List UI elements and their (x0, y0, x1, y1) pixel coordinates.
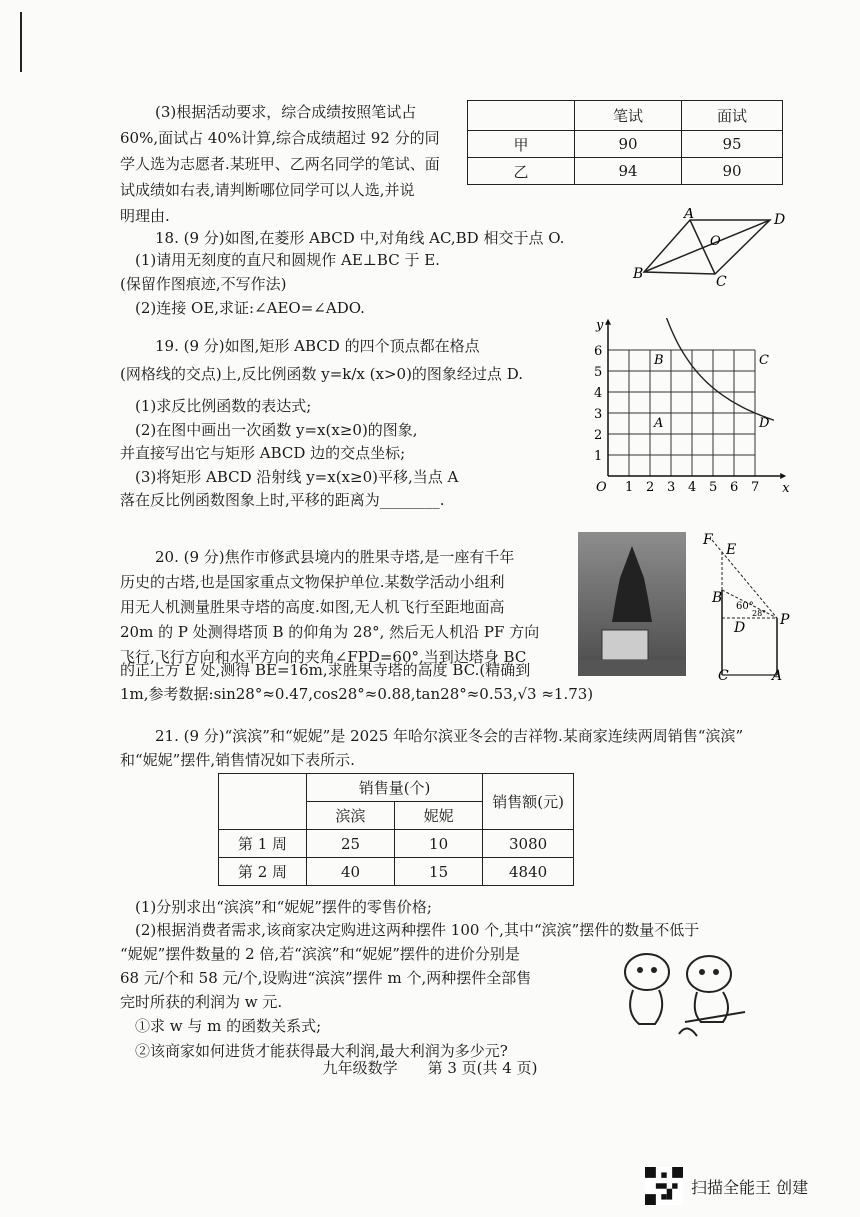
q18-line-1: 18. (9 分)如图,在菱形 ABCD 中,对角线 AC,BD 相交于点 O. (155, 229, 565, 247)
label-C: C (718, 668, 729, 682)
q21-after-1: (1)分别求出“滨滨”和“妮妮”摆件的零售价格; (135, 898, 432, 916)
point-label-C: C (759, 353, 769, 368)
q19-line-2: (网格线的交点)上,反比例函数 y=k/x (x>0)的图象经过点 D. (120, 365, 523, 383)
y-tick-label: 1 (594, 449, 603, 464)
pagoda-photo (578, 532, 686, 676)
table-cell: 90 (682, 158, 783, 185)
table-row (219, 858, 574, 886)
label-28: 28° (752, 609, 767, 618)
table-cell: 15 (395, 858, 483, 886)
x-tick-label: 1 (625, 480, 634, 494)
table-row (219, 830, 574, 858)
mascot-illustration (605, 942, 753, 1042)
label-B: B (633, 266, 644, 282)
q21-after-7: ②该商家如何进货才能获得最大利润,最大利润为多少元? (135, 1042, 508, 1060)
y-arrow (605, 319, 611, 325)
x-tick-label: 5 (709, 480, 718, 494)
q17-line-4: 试成绩如右表,请判断哪位同学可以人选,并说 (120, 181, 415, 199)
q21-after-5: 完时所获的利润为 w 元. (120, 993, 283, 1011)
y-tick-label: 4 (594, 386, 603, 401)
q19-line-6: (3)将矩形 ABCD 沿射线 y=x(x≥0)平移,当点 A (135, 468, 459, 486)
label-D: D (734, 620, 746, 636)
label-P: P (780, 612, 790, 628)
y-tick-label: 2 (594, 428, 603, 443)
page-footer: 九年级数学 第 3 页(共 4 页) (322, 1059, 538, 1077)
y-tick-label: 5 (594, 365, 603, 380)
q21-after-3: “妮妮”摆件数量的 2 倍,若“滨滨”和“妮妮”摆件的进价分别是 (120, 945, 520, 963)
table-cell: 第 1 周 (219, 830, 307, 858)
q21-after-4: 68 元/个和 58 元/个,设购进“滨滨”摆件 m 个,两种摆件全部售 (120, 969, 532, 987)
inverse-function-graph (588, 318, 798, 494)
q17-score-table (467, 100, 783, 185)
q21-sales-table (218, 773, 574, 886)
x-tick-label: 2 (646, 480, 655, 494)
drone-figure (700, 530, 800, 682)
q19-line-5: 并直接写出它与矩形 ABCD 边的交点坐标; (120, 444, 406, 462)
table-cell: 95 (682, 131, 783, 158)
table-header: 妮妮 (395, 802, 483, 830)
q17-line-5: 明理由. (120, 207, 170, 225)
label-O: O (710, 234, 721, 249)
label-60: 60° (736, 601, 754, 612)
q21-line-1: 21. (9 分)“滨滨”和“妮妮”是 2025 年哈尔滨亚冬会的吉祥物.某商家连续两周销售“滨滨” (155, 727, 744, 745)
rhombus-figure (630, 208, 790, 288)
table-row (468, 131, 783, 158)
label-E: E (726, 542, 737, 558)
table-cell: 94 (575, 158, 682, 185)
y-tick-label: 3 (594, 407, 603, 422)
q21-after-2: (2)根据消费者需求,该商家决定购进这两种摆件 100 个,其中“滨滨”摆件的数量不低于 (135, 921, 700, 939)
x-tick-label: 3 (667, 480, 676, 494)
y-tick-label: 6 (594, 344, 603, 359)
label-F: F (703, 532, 713, 548)
q20-line-2: 历史的古塔,也是国家重点文物保护单位.某数学活动小组利 (120, 573, 505, 591)
point-label-B: B (654, 353, 664, 368)
q18-line-3: (保留作图痕迹,不写作法) (120, 275, 287, 293)
q18-line-4: (2)连接 OE,求证:∠AEO=∠ADO. (135, 299, 365, 317)
x-tick-label: 7 (751, 480, 760, 494)
table-cell: 乙 (468, 158, 575, 185)
q20-line-1: 20. (9 分)焦作市修武县境内的胜果寺塔,是一座有千年 (155, 548, 515, 566)
x-arrow (780, 473, 786, 479)
q20-line-5: 飞行,飞行方向和水平方向的夹角∠FPD=60°,当到达塔身 BC (120, 648, 527, 666)
q20-line-7: 1m,参考数据:sin28°≈0.47,cos28°≈0.88,tan28°≈0.53,√3 ≈1.73) (120, 685, 594, 703)
q21-after-6: ①求 w 与 m 的函数关系式; (135, 1017, 322, 1035)
x-tick-label: 4 (688, 480, 697, 494)
table-header: 销售额(元) (483, 774, 574, 830)
x-axis-label: x (782, 481, 790, 494)
table-cell: 25 (306, 830, 394, 858)
table-cell (468, 101, 575, 131)
q17-line-1: (3)根据活动要求，综合成绩按照笔试占 (155, 103, 417, 121)
scanner-brand (645, 1167, 808, 1205)
q17-line-3: 学人选为志愿者.某班甲、乙两名同学的笔试、面 (120, 155, 440, 173)
brand-text: 扫描全能王 创建 (691, 1177, 809, 1197)
table-header: 销售量(个) (306, 774, 482, 802)
label-D: D (774, 212, 786, 228)
q18-line-2: (1)请用无刻度的直尺和圆规作 AE⊥BC 于 E. (135, 251, 440, 269)
table-cell: 第 2 周 (219, 858, 307, 886)
qr-code-icon (645, 1167, 683, 1205)
x-tick-label: 6 (730, 480, 739, 494)
q17-line-2: 60%,面试占 40%计算,综合成绩超过 92 分的同 (120, 129, 440, 147)
point-label-A: A (654, 416, 664, 431)
q20-line-4: 20m 的 P 处测得塔顶 B 的仰角为 28°, 然后无人机沿 PF 方向 (120, 623, 540, 641)
label-C: C (716, 274, 727, 288)
label-A: A (684, 208, 695, 222)
table-cell: 甲 (468, 131, 575, 158)
label-A: A (772, 668, 783, 682)
origin-label: O (596, 480, 607, 494)
q20-line-6-shown: 的正上方 E 处,测得 BE=16m,求胜果寺塔的高度 BC.(精确到 (120, 661, 531, 679)
label-B: B (712, 590, 723, 606)
q20-line-3: 用无人机测量胜果寺塔的高度.如图,无人机飞行至距地面高 (120, 598, 505, 616)
table-header: 笔试 (575, 101, 682, 131)
q21-line-2: 和“妮妮”摆件,销售情况如下表所示. (120, 751, 355, 769)
table-cell: 3080 (483, 830, 574, 858)
inverse-curve (656, 318, 774, 420)
q19-line-7: 落在反比例函数图象上时,平移的距离为________. (120, 491, 445, 509)
table-cell (219, 774, 307, 830)
point-label-D: D (759, 416, 770, 431)
table-cell: 90 (575, 131, 682, 158)
table-cell: 40 (306, 858, 394, 886)
q19-line-1: 19. (9 分)如图,矩形 ABCD 的四个顶点都在格点 (155, 337, 480, 355)
table-row (468, 158, 783, 185)
table-header: 面试 (682, 101, 783, 131)
margin-mark (20, 12, 22, 72)
table-cell: 10 (395, 830, 483, 858)
q19-line-3: (1)求反比例函数的表达式; (135, 397, 312, 415)
q19-line-4: (2)在图中画出一次函数 y=x(x≥0)的图象, (135, 421, 418, 439)
table-header: 滨滨 (306, 802, 394, 830)
y-axis-label: y (596, 318, 604, 333)
table-cell: 4840 (483, 858, 574, 886)
